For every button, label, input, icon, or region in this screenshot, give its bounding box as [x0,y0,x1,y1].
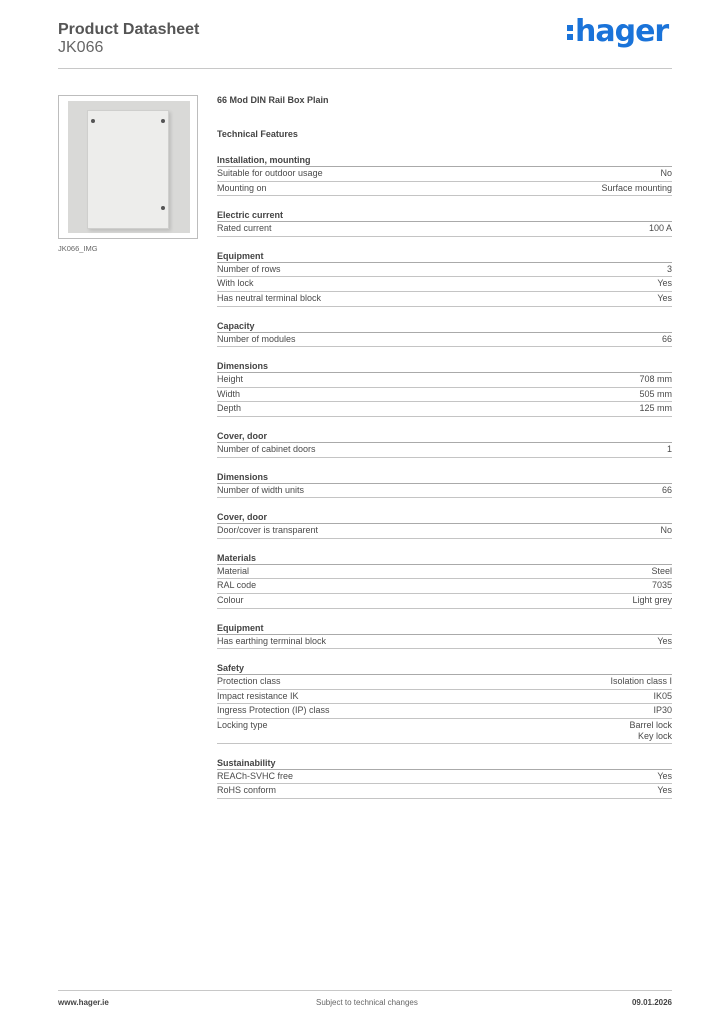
spec-value: 100 A [648,223,672,234]
footer-divider [58,990,672,991]
footer-date: 09.01.2026 [631,998,672,1007]
spec-row [217,635,672,650]
section-title: Cover, door [217,511,672,524]
spec-label: Mounting on [217,182,267,193]
spec-value: 66 [661,484,672,495]
section-title: Safety [217,662,672,675]
spec-row [217,704,672,719]
spec-value: Yes [657,292,672,303]
spec-section [217,471,672,499]
header-divider [58,68,672,69]
spec-row [217,565,672,580]
features-heading: Technical Features [217,129,298,139]
spec-label: Width [217,388,241,399]
spec-value: 1 [666,443,672,454]
spec-value-line: Key lock [637,730,672,741]
spec-section [217,511,672,539]
spec-value: IP30 [653,705,672,716]
spec-label: Material [217,565,250,576]
spec-value: 3 [666,263,672,274]
spec-row [217,373,672,388]
spec-row [217,333,672,348]
enclosure-door-graphic [87,110,169,229]
product-image [58,95,198,239]
spec-label: Height [217,374,244,385]
spec-label: Impact resistance IK [217,690,299,701]
spec-value: Yes [657,770,672,781]
spec-row [217,579,672,594]
spec-label: Has earthing terminal block [217,635,327,646]
spec-row [217,388,672,403]
spec-label: With lock [217,278,254,289]
spec-label: Number of cabinet doors [217,443,316,454]
product-code: JK066 [58,39,104,56]
image-caption: JK066_IMG [58,244,98,253]
spec-row [217,594,672,609]
spec-label: Colour [217,594,244,605]
spec-label: Suitable for outdoor usage [217,168,323,178]
spec-label: Rated current [217,223,272,234]
footer-notice: Subject to technical changes [316,998,418,1007]
spec-value: 708 mm [639,374,672,385]
spec-content [217,95,672,799]
lock-icon [161,206,165,210]
spec-label: Ingress Protection (IP) class [217,705,330,716]
spec-value: 7035 [651,580,672,591]
spec-value: Steel [651,565,672,576]
spec-value: 505 mm [639,388,672,399]
section-title: Installation, mounting [217,154,672,167]
spec-label: REACh-SVHC free [217,770,294,781]
spec-section [217,552,672,609]
lock-icon [161,119,165,123]
spec-label: Number of width units [217,484,305,495]
spec-section [217,154,672,196]
spec-section [217,360,672,417]
spec-value: Yes [657,278,672,289]
spec-value: No [660,525,672,536]
spec-row [217,443,672,458]
spec-section [217,622,672,650]
spec-row [217,402,672,417]
spec-label: RAL code [217,580,257,591]
spec-row [217,263,672,278]
spec-value: IK05 [653,690,672,701]
section-title: Materials [217,552,672,565]
spec-value: Surface mounting [601,182,672,193]
section-title: Equipment [217,622,672,635]
section-title: Dimensions [217,471,672,484]
spec-row [217,690,672,705]
spec-section [217,320,672,348]
spec-row [217,719,672,744]
spec-sections [217,154,672,799]
spec-label: Number of rows [217,263,281,274]
spec-row [217,292,672,307]
hager-logo [567,14,668,49]
spec-row [217,484,672,499]
spec-label: Door/cover is transparent [217,525,319,536]
spec-label: Protection class [217,676,281,687]
spec-label: Locking type [217,719,268,730]
spec-row [217,675,672,690]
spec-value: Light grey [632,594,672,605]
spec-value: 66 [661,333,672,344]
lock-icon [91,119,95,123]
spec-label: Number of modules [217,333,296,344]
spec-section [217,250,672,307]
spec-row [217,182,672,197]
spec-row [217,770,672,785]
spec-row [217,784,672,799]
spec-row [217,222,672,237]
spec-value: 125 mm [639,403,672,414]
spec-section [217,757,672,799]
section-title: Cover, door [217,430,672,443]
spec-value [629,720,672,742]
spec-section [217,430,672,458]
product-name: 66 Mod DIN Rail Box Plain [217,95,329,105]
spec-section [217,662,672,744]
spec-section [217,209,672,237]
spec-value-line: Barrel lock [629,719,672,730]
section-title: Dimensions [217,360,672,373]
spec-row [217,277,672,292]
spec-value: Isolation class I [610,676,672,687]
footer-website: www.hager.ie [58,998,109,1007]
spec-value: Yes [657,785,672,796]
logo-text: hager [575,14,669,49]
section-title: Electric current [217,209,672,222]
spec-value: No [660,168,672,178]
spec-label: Depth [217,403,242,414]
section-title: Capacity [217,320,672,333]
spec-row [217,167,672,182]
page-title: Product Datasheet [58,21,200,38]
spec-row [217,524,672,539]
spec-label: Has neutral terminal block [217,292,322,303]
section-title: Equipment [217,250,672,263]
logo-dots-icon [567,22,573,43]
section-title: Sustainability [217,757,672,770]
spec-label: RoHS conform [217,785,277,796]
spec-value: Yes [657,635,672,646]
